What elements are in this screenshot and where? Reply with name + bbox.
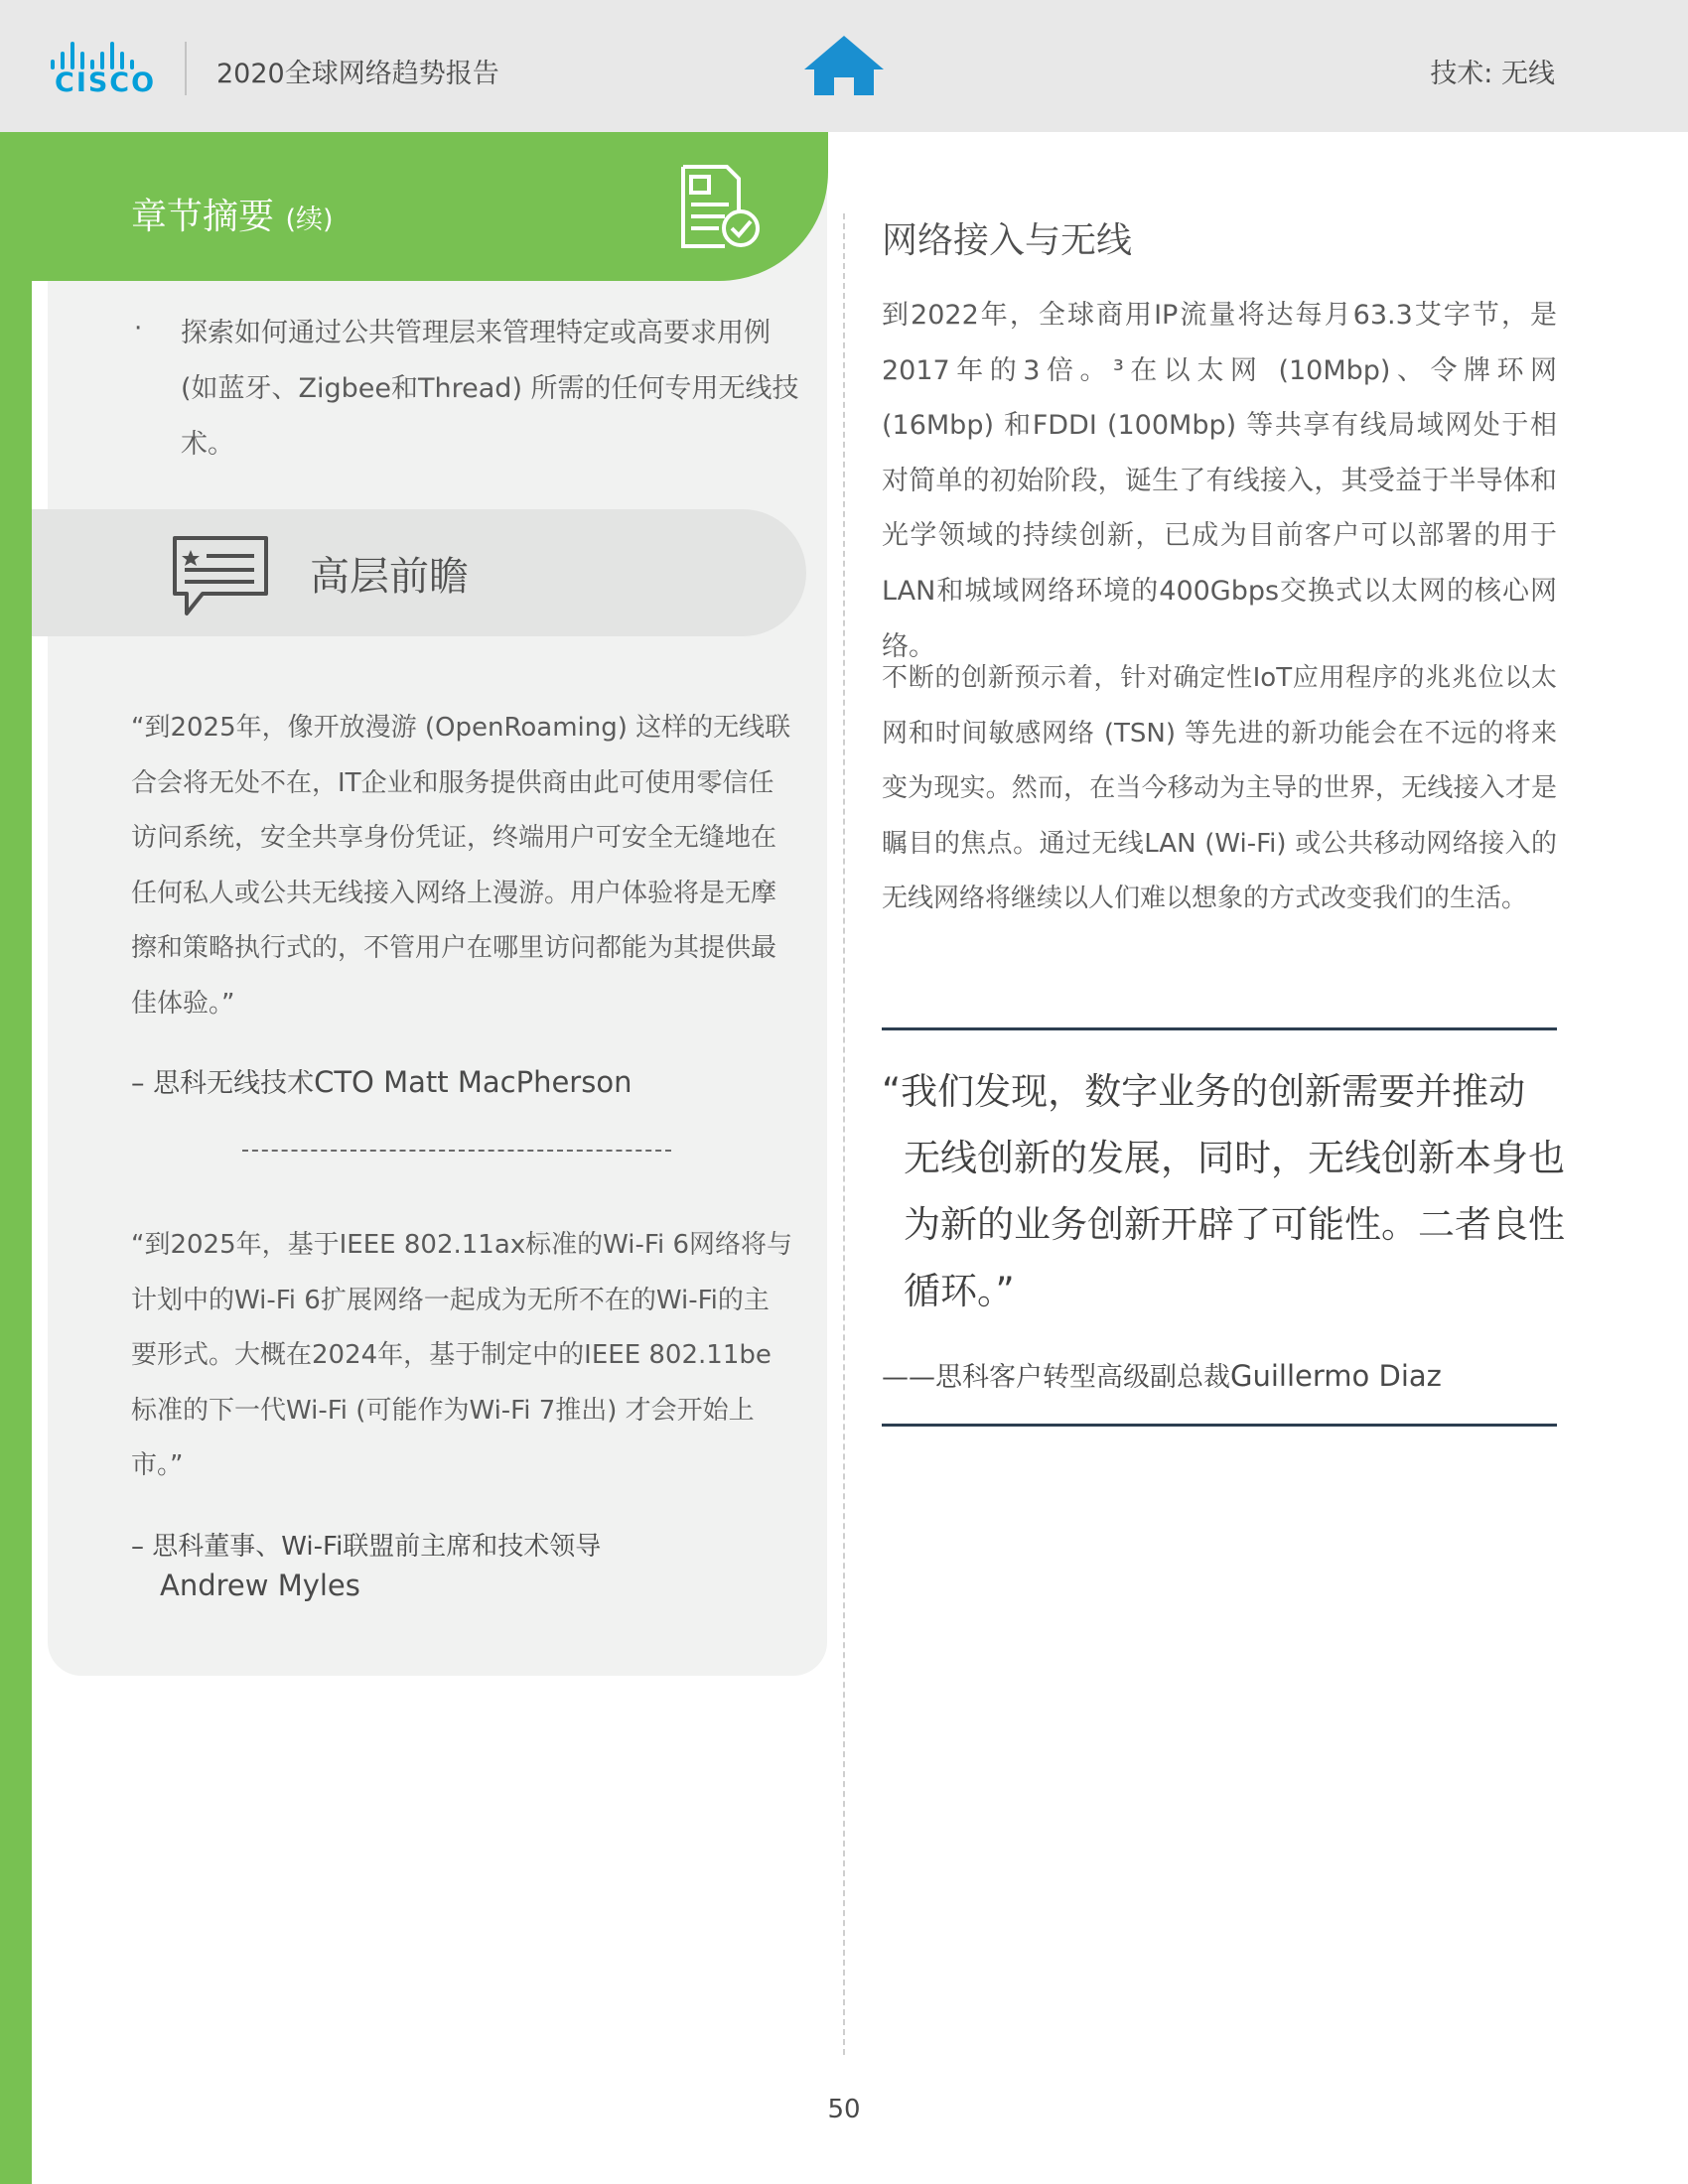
pull-attribution-prefix: ——思科客户转型高级副总裁 (882, 1362, 1230, 1393)
summary-bullet: 探索如何通过公共管理层来管理特定或高要求用例 (如蓝牙、Zigbee和Thread) 所需的任何专用无线技术。 (181, 318, 799, 460)
pull-quote-top-rule (882, 1027, 1557, 1030)
pull-quote-line: 循环。” (904, 1270, 1015, 1312)
section-label: 技术: 无线 (1430, 59, 1555, 89)
executive-quote-1: “到2025年，像开放漫游 (OpenRoaming) 这样的无线联合会将无处不在，IT企业和服务提供商由此可使用零信任访问系统，安全共享身份凭证，终端用户可安全无缝地在任何私人或公共无线接入网络上漫游。用户体验将是无摩擦和策略执行式的，不管用户在哪里访问都能为其提供最佳体验。” (131, 713, 791, 1019)
executive-title: 高层前瞻 (310, 554, 469, 600)
bullet-marker: · (134, 314, 143, 343)
pull-quote-line: 为新的业务创新开辟了可能性。二者良性 (904, 1203, 1565, 1246)
page-number: 50 (827, 2095, 861, 2124)
pull-quote-line: 无线创新的发展，同时，无线创新本身也 (904, 1137, 1565, 1179)
pull-quote (882, 1058, 1567, 1324)
attribution-2-prefix: – 思科董事、Wi-Fi联盟前主席和技术领导 (131, 1532, 602, 1562)
summary-title-text: 章节摘要 (131, 197, 275, 237)
attribution-1-name: CTO Matt MacPherson (314, 1065, 633, 1099)
cisco-logo-text: CISCO (55, 68, 157, 98)
column-divider (843, 213, 845, 2055)
summary-title-suffix: (续) (285, 205, 334, 235)
body-paragraph-1: 到2022年，全球商用IP流量将达每月63.3艾字节，是2017年的3倍。³在以太网 (10Mbp)、令牌环网 (16Mbp) 和FDDI (100Mbp) 等共享有线局域网处于相对简单的初始阶段，诞生了有线接入，其受益于半导体和光学领域的持续创新，已成为目前客户可以部署的用于LAN和城域网络环境的400Gbps交换式以太网的核心网络。 (882, 300, 1557, 662)
document-check-icon (677, 163, 763, 252)
pull-attribution-name: Guillermo Diaz (1230, 1359, 1442, 1393)
attribution-2-name: Andrew Myles (160, 1569, 360, 1602)
pull-quote-line: “我们发现，数字业务的创新需要并推动 (882, 1070, 1526, 1113)
quote-1-attribution (131, 1061, 632, 1100)
header-divider (185, 42, 187, 95)
chat-bubble-icon (169, 534, 272, 619)
pull-quote-bottom-rule (882, 1424, 1557, 1427)
body-paragraph-2: 不断的创新预示着，针对确定性IoT应用程序的兆兆位以太网和时间敏感网络 (TSN) 等先进的新功能会在不远的将来变为现实。然而，在当今移动为主导的世界，无线接入才是瞩目的焦点。通过无线LAN (Wi-Fi) 或公共移动网络接入的无线网络将继续以人们难以想象的方式改变我们的生活。 (882, 663, 1557, 914)
attribution-1-prefix: – 思科无线技术 (131, 1068, 315, 1099)
section-heading: 网络接入与无线 (882, 220, 1133, 261)
executive-quote-2: “到2025年，基于IEEE 802.11ax标准的Wi-Fi 6网络将与计划中的Wi-Fi 6扩展网络一起成为无所不在的Wi-Fi的主要形式。大概在2024年，基于制定中的IEEE 802.11be标准的下一代Wi-Fi (可能作为Wi-Fi 7推出) 才会开始上市。” (131, 1230, 792, 1480)
summary-title (131, 189, 334, 239)
quote-separator (242, 1150, 671, 1152)
home-icon[interactable] (802, 34, 886, 97)
pull-quote-attribution (882, 1355, 1442, 1394)
report-title: 2020全球网络趋势报告 (216, 59, 499, 89)
page-header (0, 0, 1688, 132)
left-accent-bar (0, 132, 32, 2184)
